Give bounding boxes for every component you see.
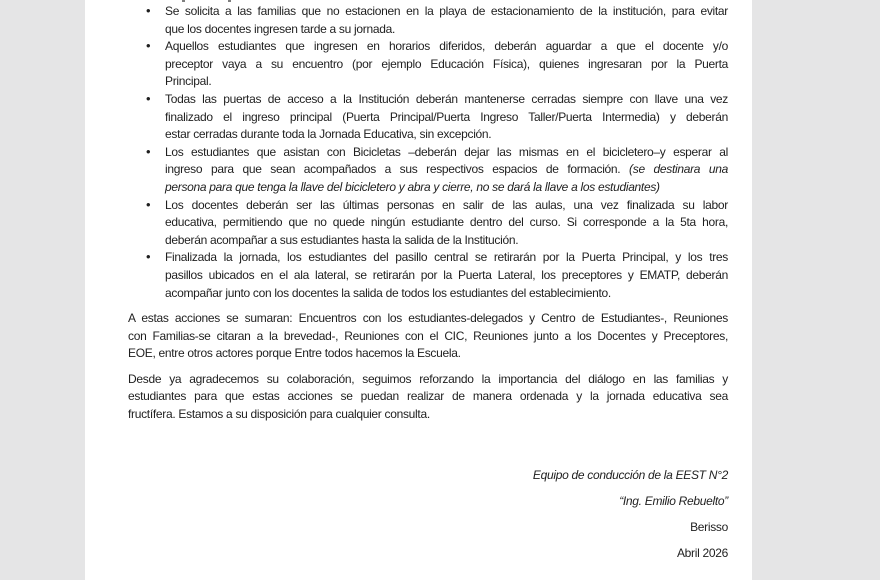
text-line: fructífera. Estamos a su disposición para cualquier consulta.	[128, 407, 430, 422]
text-line: acompañar junto con los docentes la salida de todos los estudiantes del establecimiento.	[165, 285, 611, 300]
paragraph	[128, 310, 728, 363]
text-line: estudiantes para que estas acciones se puedan realizar de manera ordenada y la jornada educativa sea	[128, 389, 728, 404]
signature-team: Equipo de conducción de la EEST N°2	[532, 467, 728, 482]
bullet-icon: •	[146, 143, 151, 159]
bullet-icon: •	[146, 38, 151, 54]
text-line: Finalizada la jornada, los estudiantes del pasillo central se retirarán por la Puerta Principal, y los tres	[165, 250, 728, 265]
text-line: deberán acompañar a sus estudiantes hasta la salida de la Institución.	[165, 232, 519, 247]
bullet-icon: •	[146, 90, 151, 106]
text-line: con Familias-se citaran a la brevedad-, Reuniones con el CIC, Reuniones junto a los Docentes y Preceptores,	[128, 328, 728, 343]
cut-off-text-remnant	[182, 0, 185, 2]
text-line: Desde ya agradecemos su colaboración, seguimos reforzando la importancia del diálogo en las familias y	[128, 371, 728, 386]
text-run-italic: (se destinara una	[629, 162, 728, 177]
text-line: educativa, permitiendo que no quede ningún estudiante dentro del curso. Si corresponde a la 5ta hora,	[165, 215, 728, 230]
text-line: preceptor vaya a su encuentro (por ejemplo Educación Física), quienes ingresaran por la Puerta	[165, 56, 728, 71]
bullet-icon: •	[146, 249, 151, 265]
document-page	[85, 0, 752, 580]
signature-school-name: “Ing. Emilio Rebuelto”	[619, 493, 728, 508]
text-line: finalizado el ingreso principal (Puerta Principal/Puerta Ingreso Taller/Puerta Intermedia) y deberán	[165, 109, 728, 124]
text-line: Se solicita a las familias que no estacionen en la playa de estacionamiento de la institución, para evitar	[165, 4, 728, 18]
bullet-item	[146, 196, 728, 250]
text-line: Todas las puertas de acceso a la Institución deberán mantenerse cerradas siempre con llave una vez	[165, 91, 728, 106]
text-line: Los docentes deberán ser las últimas personas en salir de las aulas, una vez finalizada su labor	[165, 197, 728, 212]
text-line	[165, 161, 728, 179]
cut-off-text-remnant	[228, 0, 231, 2]
text-line: A estas acciones se sumaran: Encuentros con los estudiantes-delegados y Centro de Estudiantes-, Reuniones	[128, 311, 728, 326]
text-run: ingreso para que sean acompañados a sus respectivos espacios de formación.	[165, 162, 621, 177]
bullet-icon: •	[146, 196, 151, 212]
text-line: pasillos ubicados en el ala lateral, se retirarán por la Puerta Lateral, los preceptores y EMATP, deberán	[165, 267, 728, 282]
text-line: EOE, entre otros actores porque Entre todos hacemos la Escuela.	[128, 346, 461, 361]
bullet-item	[146, 90, 728, 144]
text-line: que los docentes ingresen tarde a su jornada.	[165, 21, 395, 36]
bullet-item	[146, 249, 728, 302]
text-line: persona para que tenga la llave del bicicletero y abra y cierre, no se dará la llave a los estudiantes)	[165, 179, 660, 194]
text-line: Los estudiantes que asistan con Bicicletas –deberán dejar las mismas en el bicicletero–y esperar al	[165, 144, 728, 159]
bullet-item	[146, 38, 728, 91]
signature-date: Abril 2026	[676, 545, 728, 560]
text-line: estar cerradas durante toda la Jornada Educativa, sin excepción.	[165, 127, 492, 142]
text-line: Principal.	[165, 74, 212, 89]
bullet-item	[146, 3, 728, 38]
bullet-item	[146, 143, 728, 197]
bullet-list	[128, 3, 728, 302]
bullet-icon: •	[146, 3, 151, 18]
signature-block	[128, 462, 728, 566]
signature-city: Berisso	[690, 519, 728, 534]
document-content	[128, 3, 728, 566]
text-line: Aquellos estudiantes que ingresen en horarios diferidos, deberán aguardar a que el docente y/o	[165, 39, 728, 54]
paragraph	[128, 371, 728, 424]
